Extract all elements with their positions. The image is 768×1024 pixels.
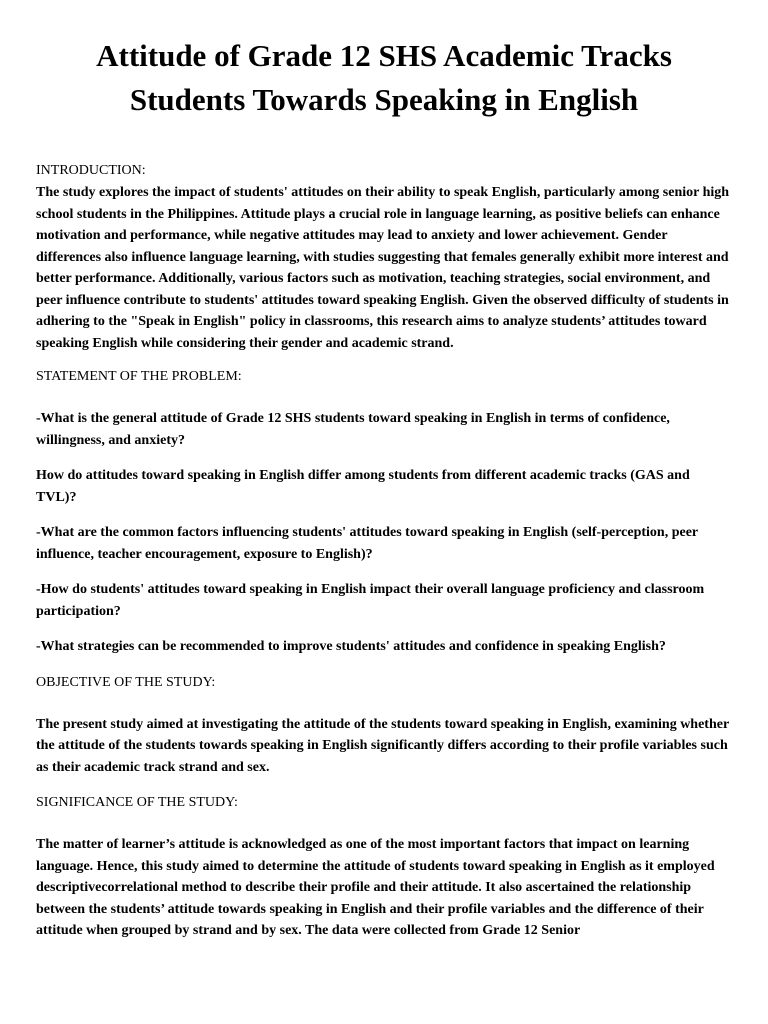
problem-question-5: -What strategies can be recommended to improve students' attitudes and confidence in speaking English? xyxy=(36,639,666,654)
problem-question-3: -What are the common factors influencing students' attitudes toward speaking in English (self-perception, peer influence, teacher encouragement, exposure to English)? xyxy=(36,525,698,562)
document-title xyxy=(36,34,732,122)
significance-section xyxy=(36,792,732,942)
introduction-heading: INTRODUCTION: xyxy=(36,163,146,178)
objective-body: The present study aimed at investigating the attitude of the students toward speaking in English, examining whether the attitude of the students towards speaking in English significantly differs according to their profile variables such as their academic track strand and sex. xyxy=(36,716,729,775)
introduction-body: The study explores the impact of students' attitudes on their ability to speak English, particularly among senior high school students in the Philippines. Attitude plays a crucial role in language learning, as positive beliefs can enhance motivation and performance, while negative attitudes may lead to anxiety and lower achievement. Gender differences also influence language learning, with studies suggesting that females generally exhibit more interest and better performance. Additionally, various factors such as motivation, teaching strategies, social environment, and peer influence contribute to students' attitudes toward speaking English. Given the observed difficulty of students in adhering to the "Speak in English" policy in classrooms, this research aims to analyze students’ attitudes toward speaking English while considering their gender and academic strand. xyxy=(36,185,730,351)
introduction-section xyxy=(36,160,732,354)
significance-heading: SIGNIFICANCE OF THE STUDY: xyxy=(36,795,238,810)
title-line-1: Attitude of Grade 12 SHS Academic Tracks xyxy=(96,38,672,73)
problem-question-2: How do attitudes toward speaking in English differ among students from different academic tracks (GAS and TVL)? xyxy=(36,468,690,505)
objective-section xyxy=(36,672,732,779)
objective-heading: OBJECTIVE OF THE STUDY: xyxy=(36,674,216,690)
significance-body: The matter of learner’s attitude is acknowledged as one of the most important factors that impact on learning language. Hence, this study aimed to determine the attitude of students toward speaking in English as it employed descriptivecorrelational method to describe their profile and their attitude. It also ascertained the relationship between the students’ attitude towards speaking in English and their profile variables and the difference of their attitude when grouped by strand and by sex. The data were collected from Grade 12 Senior xyxy=(36,837,715,938)
statement-of-problem-section xyxy=(36,366,732,658)
problem-question-1: -What is the general attitude of Grade 12 SHS students toward speaking in English in terms of confidence, willingness, and anxiety? xyxy=(36,411,670,448)
problem-question-4: -How do students' attitudes toward speaking in English impact their overall language proficiency and classroom participation? xyxy=(36,582,705,619)
title-line-2: Students Towards Speaking in English xyxy=(129,82,639,117)
statement-of-problem-heading: STATEMENT OF THE PROBLEM: xyxy=(36,369,242,384)
